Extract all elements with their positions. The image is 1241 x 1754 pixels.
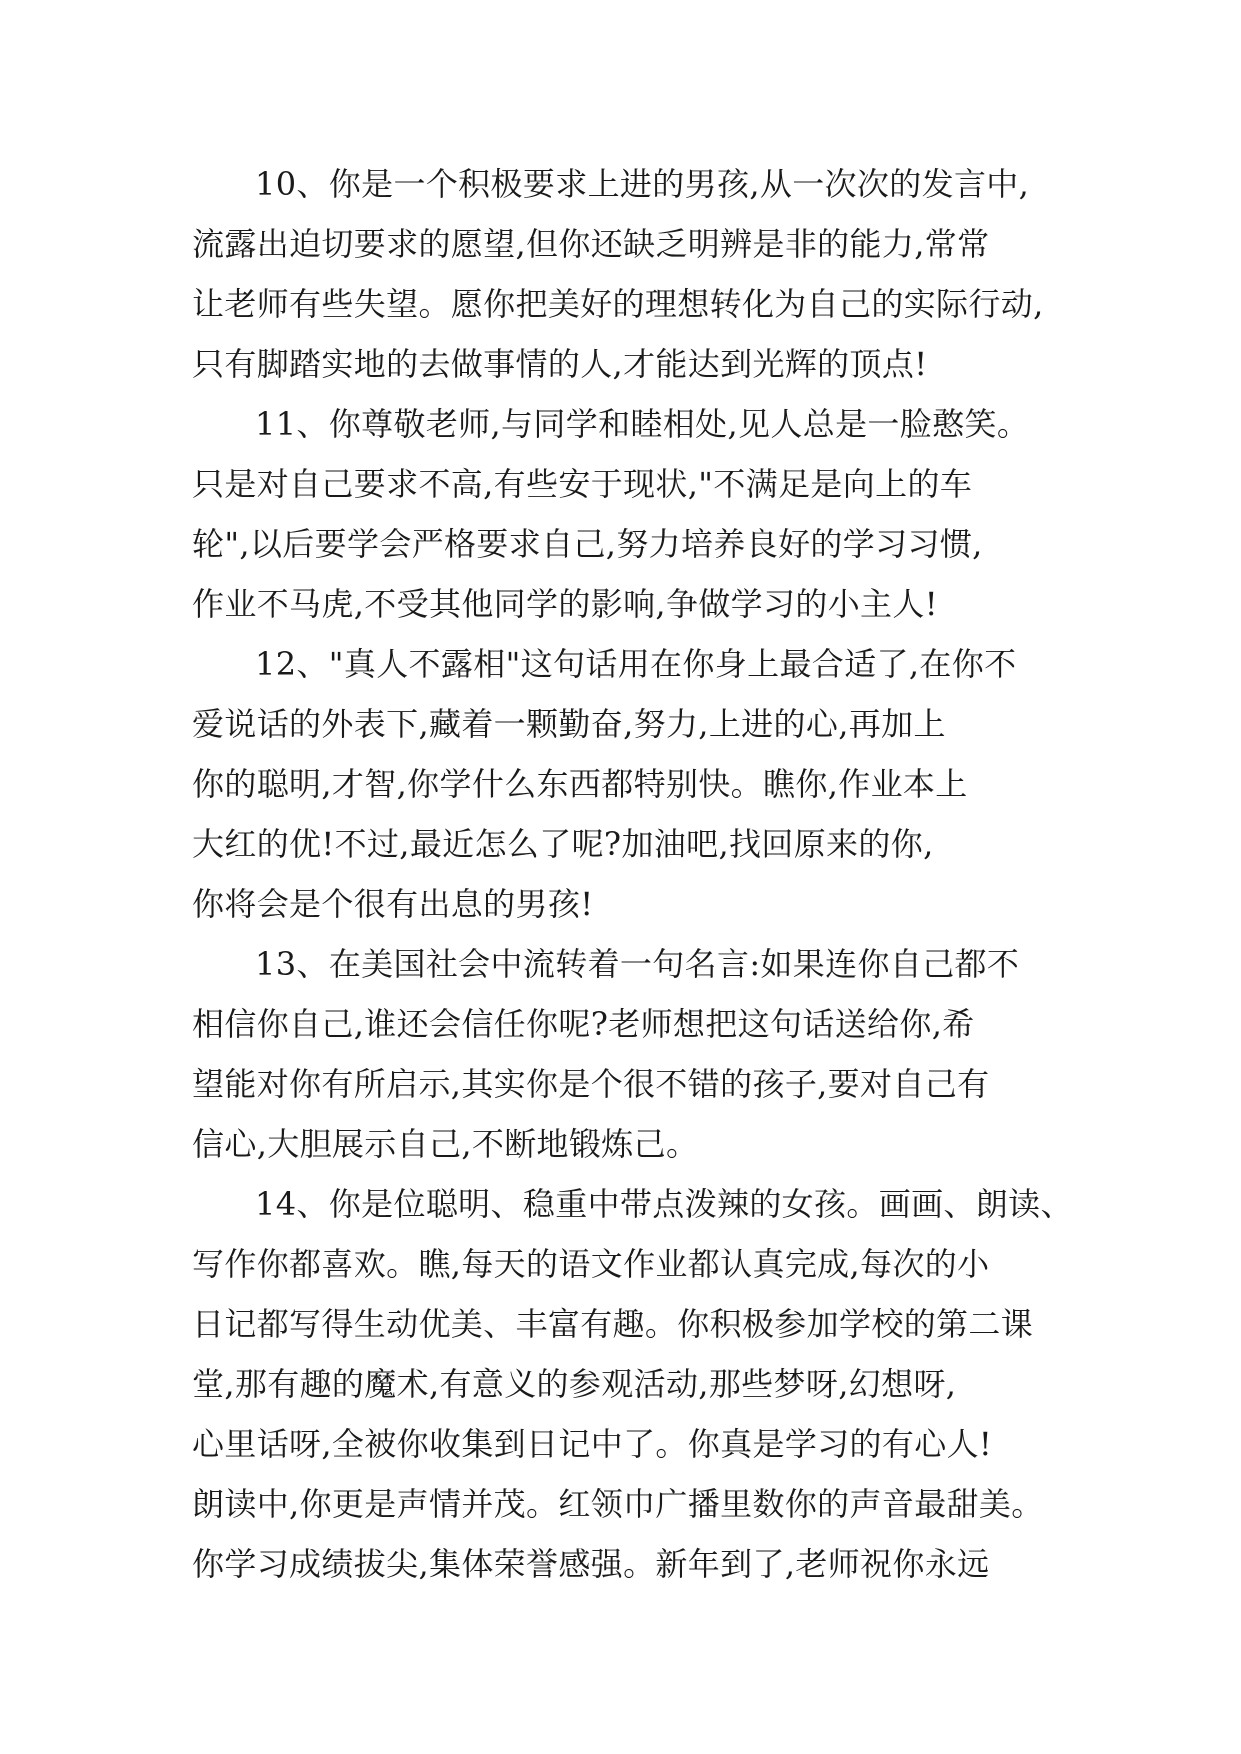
paragraph-11-line-3: 轮",以后要学会严格要求自己,努力培养良好的学习习惯, [192, 525, 983, 563]
paragraph-13-line-4: 信心,大胆展示自己,不断地锻炼己。 [192, 1125, 699, 1163]
paragraph-13-line-2: 相信你自己,谁还会信任你呢?老师想把这句话送给你,希 [192, 1005, 975, 1043]
paragraph-14-line-2: 写作你都喜欢。瞧,每天的语文作业都认真完成,每次的小 [192, 1245, 990, 1283]
paragraph-10-line-1: 10、你是一个积极要求上进的男孩,从一次次的发言中, [255, 165, 1030, 203]
paragraph-14-line-1: 14、你是位聪明、稳重中带点泼辣的女孩。画画、朗读、 [255, 1185, 1073, 1223]
paragraph-12-line-1: 12、"真人不露相"这句话用在你身上最合适了,在你不 [255, 645, 1017, 683]
paragraph-10-line-4: 只有脚踏实地的去做事情的人,才能达到光辉的顶点! [192, 345, 928, 383]
paragraph-12-line-2: 爱说话的外表下,藏着一颗勤奋,努力,上进的心,再加上 [192, 705, 946, 743]
paragraph-10-line-2: 流露出迫切要求的愿望,但你还缺乏明辨是非的能力,常常 [192, 225, 990, 263]
paragraph-11-line-4: 作业不马虎,不受其他同学的影响,争做学习的小主人! [192, 585, 938, 623]
paragraph-14-line-4: 堂,那有趣的魔术,有意义的参观活动,那些梦呀,幻想呀, [192, 1365, 957, 1403]
paragraph-12-line-3: 你的聪明,才智,你学什么东西都特别快。瞧你,作业本上 [192, 765, 968, 803]
paragraph-13-line-3: 望能对你有所启示,其实你是个很不错的孩子,要对自己有 [192, 1065, 990, 1103]
paragraph-12-line-5: 你将会是个很有出息的男孩! [192, 885, 594, 923]
paragraph-14-line-6: 朗读中,你更是声情并茂。红领巾广播里数你的声音最甜美。 [192, 1485, 1044, 1523]
paragraph-11-line-2: 只是对自己要求不高,有些安于现状,"不满足是向上的车 [192, 465, 973, 503]
paragraph-14-line-5: 心里话呀,全被你收集到日记中了。你真是学习的有心人! [192, 1425, 993, 1463]
paragraph-14-line-7: 你学习成绩拔尖,集体荣誉感强。新年到了,老师祝你永远 [192, 1545, 990, 1583]
paragraph-14-line-3: 日记都写得生动优美、丰富有趣。你积极参加学校的第二课 [192, 1305, 1034, 1343]
paragraph-13-line-1: 13、在美国社会中流转着一句名言:如果连你自己都不 [255, 945, 1020, 983]
paragraph-10-line-3: 让老师有些失望。愿你把美好的理想转化为自己的实际行动, [192, 285, 1044, 323]
paragraph-12-line-4: 大红的优!不过,最近怎么了呢?加油吧,找回原来的你, [192, 825, 934, 863]
paragraph-11-line-1: 11、你尊敬老师,与同学和睦相处,见人总是一脸憨笑。 [255, 405, 1030, 443]
